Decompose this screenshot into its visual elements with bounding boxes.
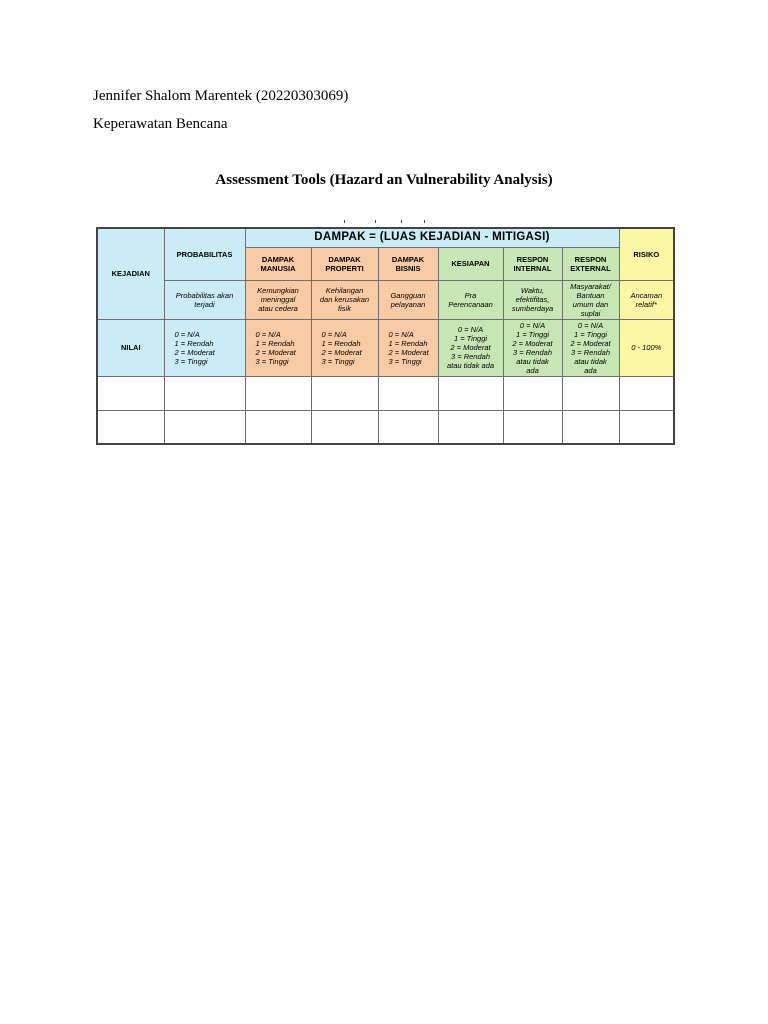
column-desc <box>503 280 562 319</box>
column-values <box>311 319 378 376</box>
course-line: Keperawatan Bencana <box>93 116 228 132</box>
blank-cell <box>378 376 438 410</box>
nilai-label: NILAI <box>97 319 164 376</box>
column-header-line1: DAMPAK <box>328 254 361 264</box>
probabilitas-values <box>164 319 245 376</box>
blank-cell <box>245 376 311 410</box>
risiko-header: RISIKO <box>619 228 674 280</box>
column-desc-line: meninggal <box>260 295 296 304</box>
column-value-line: 0 = N/A <box>388 329 414 339</box>
column-header-line2: INTERNAL <box>513 263 552 273</box>
column-header-line2: BISNIS <box>395 263 421 273</box>
column-value-line: 1 = Rendah <box>255 338 295 348</box>
probabilitas-desc-line: terjadi <box>194 299 215 309</box>
column-desc-line: sumberdaya <box>511 304 554 313</box>
column-value-line: 1 = Rendah <box>321 338 361 348</box>
blank-cell <box>97 410 164 444</box>
column-desc-line: fisik <box>338 304 351 313</box>
column-value-line: 0 = N/A <box>321 329 347 339</box>
column-desc-line: Pra <box>464 290 477 300</box>
risiko-desc <box>619 280 674 319</box>
hva-table <box>96 227 675 445</box>
column-value-line: ada <box>526 365 539 375</box>
column-value-line: 2 = Moderat <box>450 343 491 352</box>
column-value-line: 0 = N/A <box>577 320 604 330</box>
column-desc <box>378 280 438 319</box>
column-values <box>562 319 619 376</box>
column-header <box>311 247 378 280</box>
column-header-line1: KESIAPAN <box>451 259 490 268</box>
probabilitas-header: PROBABILITAS <box>164 228 245 280</box>
column-value-line: 3 = Tinggi <box>255 356 289 366</box>
blank-cell <box>164 410 245 444</box>
blank-cell <box>562 376 619 410</box>
column-header <box>503 247 562 280</box>
probabilitas-value-line: 2 = Moderat <box>174 347 215 357</box>
column-header <box>438 247 503 280</box>
column-value-line: 1 = Tinggi <box>573 329 608 339</box>
column-header-line2: MANUSIA <box>260 263 296 273</box>
hva-table-image <box>96 227 673 445</box>
probabilitas-value-line: 3 = Tinggi <box>174 356 208 366</box>
column-desc <box>245 280 311 319</box>
column-value-line: 1 = Tinggi <box>515 329 550 339</box>
probabilitas-value-line: 0 = N/A <box>174 329 200 339</box>
column-value-line: 2 = Moderat <box>512 338 553 348</box>
blank-cell <box>438 376 503 410</box>
column-header-line2: PROPERTI <box>325 263 364 273</box>
column-values <box>245 319 311 376</box>
blank-cell <box>97 376 164 410</box>
blank-cell <box>619 410 674 444</box>
column-value-line: 2 = Moderat <box>321 347 362 357</box>
column-desc-line: dan kerusakan <box>319 295 370 304</box>
column-header-line2: EXTERNAL <box>570 263 611 273</box>
column-value-line: 3 = Tinggi <box>388 356 422 366</box>
blank-cell <box>438 410 503 444</box>
column-value-line: 2 = Moderat <box>255 347 296 357</box>
probabilitas-desc-line: Probabilitas akan <box>175 290 234 300</box>
risiko-desc-line: Ancaman <box>630 290 663 300</box>
blank-cell <box>503 410 562 444</box>
column-desc <box>311 280 378 319</box>
column-desc-line: atau cedera <box>258 304 298 313</box>
column-values <box>438 319 503 376</box>
column-desc <box>438 280 503 319</box>
column-desc-line: Perencanaan <box>448 299 493 309</box>
blank-cell <box>164 376 245 410</box>
blank-cell <box>619 376 674 410</box>
column-value-line: 0 = N/A <box>457 325 484 334</box>
author-line: Jennifer Shalom Marentek (20220303069) <box>93 88 349 104</box>
column-desc-line: Bantuan <box>576 290 605 300</box>
probabilitas-value-line: 1 = Rendah <box>174 338 214 348</box>
column-value-line: 3 = Rendah <box>451 352 490 361</box>
column-header-line1: RESPON <box>574 254 607 264</box>
column-value-line: atau tidak <box>516 356 549 366</box>
column-header <box>562 247 619 280</box>
column-value-line: 2 = Moderat <box>570 338 611 348</box>
column-header-line1: DAMPAK <box>261 254 295 264</box>
kejadian-header: KEJADIAN <box>97 228 164 319</box>
column-value-line: ada <box>584 365 597 375</box>
document-title: Assessment Tools (Hazard an Vulnerability Analysis) <box>215 172 553 188</box>
blank-cell <box>245 410 311 444</box>
blank-cell <box>503 376 562 410</box>
column-value-line: 3 = Tinggi <box>321 356 355 366</box>
column-header <box>245 247 311 280</box>
column-desc-line: efektifitas, <box>515 295 550 304</box>
column-desc-line: Kehilangan <box>325 286 364 295</box>
risiko-value: 0 - 100% <box>619 319 674 376</box>
blank-cell <box>311 376 378 410</box>
column-value-line: 0 = N/A <box>519 320 546 330</box>
column-desc-line: pelayanan <box>390 299 426 309</box>
blank-cell <box>378 410 438 444</box>
dampak-header: DAMPAK = (LUAS KEJADIAN - MITIGASI) <box>245 228 619 247</box>
column-values <box>503 319 562 376</box>
column-value-line: atau tidak <box>574 356 607 366</box>
risiko-desc-line: relatif* <box>635 299 657 309</box>
column-value-line: 0 = N/A <box>255 329 281 339</box>
blank-cell <box>562 410 619 444</box>
column-desc-line: Kemungkian <box>257 286 299 295</box>
column-header-line1: RESPON <box>516 254 549 264</box>
column-values <box>378 319 438 376</box>
column-header <box>378 247 438 280</box>
column-value-line: 1 = Rendah <box>388 338 428 348</box>
column-value-line: atau tidak ada <box>446 361 495 370</box>
column-desc-line: Gangguan <box>390 290 426 300</box>
column-value-line: 3 = Rendah <box>571 347 611 357</box>
column-desc-line: suplai <box>580 308 601 318</box>
column-value-line: 3 = Rendah <box>513 347 552 357</box>
column-value-line: 2 = Moderat <box>388 347 429 357</box>
column-header-line1: DAMPAK <box>391 254 425 264</box>
blank-cell <box>311 410 378 444</box>
column-desc-line: Waktu, <box>520 286 545 295</box>
column-desc-line: Masyarakat/ <box>570 281 611 291</box>
probabilitas-desc <box>164 280 245 319</box>
column-value-line: 1 = Tinggi <box>453 334 488 343</box>
column-desc-line: umum dan <box>572 299 609 309</box>
column-desc <box>562 280 619 319</box>
